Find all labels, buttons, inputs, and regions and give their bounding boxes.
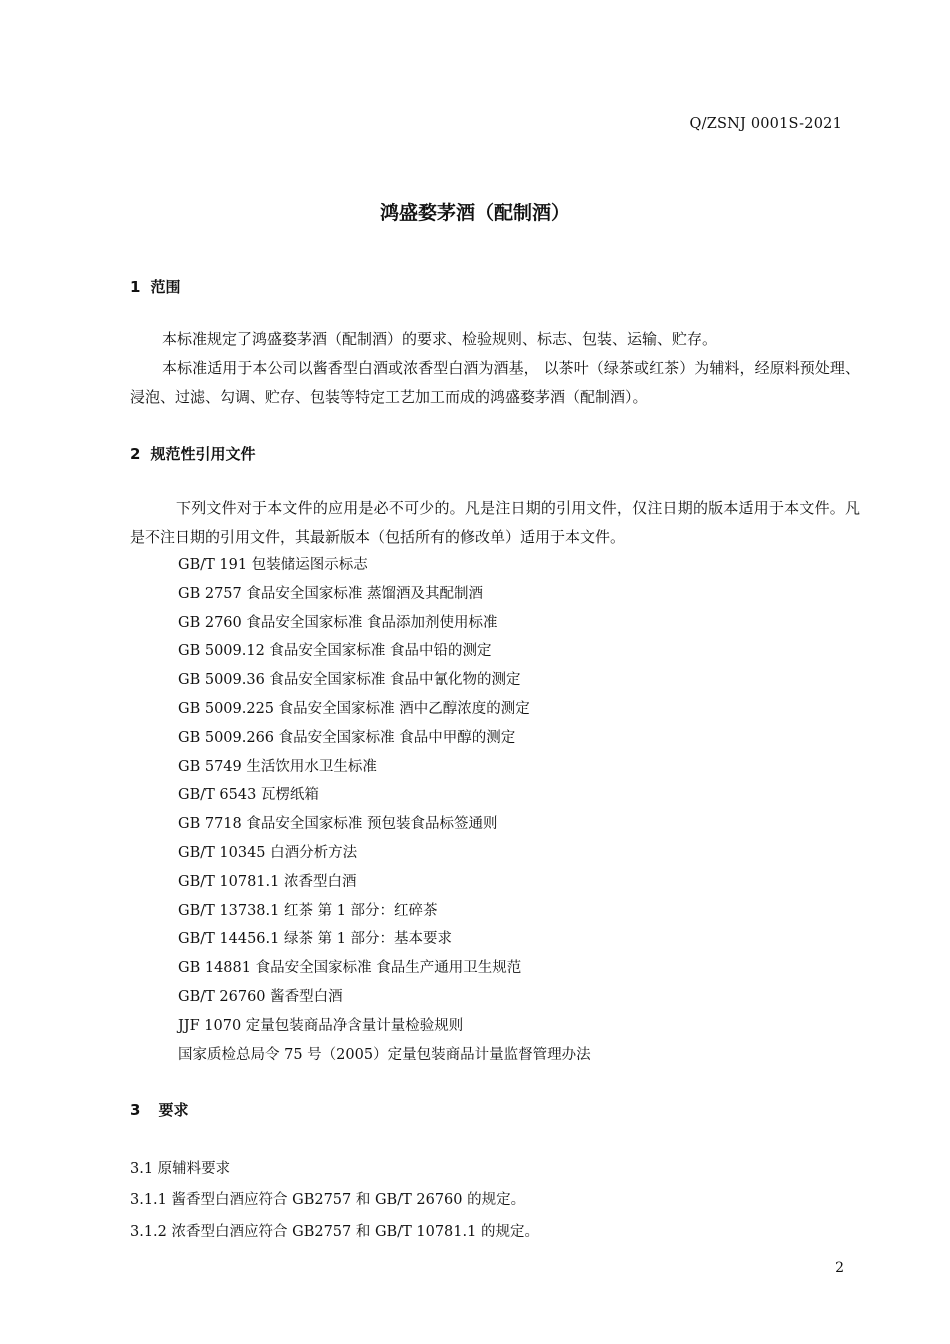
section-heading-requirements — [130, 1099, 188, 1120]
reference-item: GB/T 26760 酱香型白酒 — [178, 988, 343, 1005]
reference-item: GB 5009.266 食品安全国家标准 食品中甲醇的测定 — [178, 729, 516, 746]
page-number: 2 — [835, 1260, 844, 1276]
reference-item: GB 2757 食品安全国家标准 蒸馏酒及其配制酒 — [178, 585, 483, 602]
reference-item: GB/T 10345 白酒分析方法 — [178, 844, 358, 861]
reference-item: GB 5749 生活饮用水卫生标准 — [178, 758, 377, 775]
section-number: 2 — [130, 445, 141, 463]
section-number: 1 — [130, 278, 141, 296]
reference-item: GB/T 191 包装储运图示标志 — [178, 557, 368, 573]
document-title: 鸿盛婺茅酒（配制酒） — [379, 202, 570, 224]
reference-item: GB/T 10781.1 浓香型白酒 — [178, 873, 357, 890]
reference-item: GB/T 13738.1 红茶 第 1 部分：红碎茶 — [178, 902, 438, 919]
section-title: 要求 — [158, 1101, 189, 1119]
section-title: 范围 — [150, 278, 181, 296]
reference-item: GB/T 14456.1 绿茶 第 1 部分：基本要求 — [178, 931, 453, 948]
reference-list — [178, 551, 591, 1069]
scope-paragraph: 本标准规定了鸿盛婺茅酒（配制酒）的要求、检验规则、标志、包装、运输、贮存。 — [162, 330, 718, 348]
reference-item: GB/T 6543 瓦楞纸箱 — [178, 787, 319, 804]
section-heading-references — [130, 443, 255, 464]
requirement-subheading: 3.1 原辅料要求 — [130, 1161, 231, 1177]
section-number: 3 — [130, 1101, 141, 1119]
section-title: 规范性引用文件 — [150, 445, 256, 463]
reference-item: JJF 1070 定量包装商品净含量计量检验规则 — [178, 1017, 464, 1034]
reference-item: GB 7718 食品安全国家标准 预包装食品标签通则 — [178, 816, 498, 833]
reference-item: GB 5009.12 食品安全国家标准 食品中铅的测定 — [178, 643, 492, 660]
references-intro: 下列文件对于本文件的应用是必不可少的。凡是注日期的引用文件，仅注日期的版本适用于本文件。凡是不注日期的引用文件，其最新版本（包括所有的修改单）适用于本文件。 — [130, 499, 860, 546]
requirement-clause: 3.1.2 浓香型白酒应符合 GB2757 和 GB/T 10781.1 的规定。 — [130, 1224, 539, 1240]
requirement-clause: 3.1.1 酱香型白酒应符合 GB2757 和 GB/T 26760 的规定。 — [130, 1192, 526, 1208]
section-heading-scope — [130, 276, 180, 297]
scope-paragraph: 本标准适用于本公司以酱香型白酒或浓香型白酒为酒基， 以茶叶（绿茶或红茶）为辅料，经原料预处理、浸泡、过滤、勾调、贮存、包装等特定工艺加工而成的鸿盛婺茅酒（配制酒）。 — [130, 359, 860, 406]
reference-item: GB 5009.36 食品安全国家标准 食品中氰化物的测定 — [178, 672, 521, 689]
reference-item: GB 2760 食品安全国家标准 食品添加剂使用标准 — [178, 614, 498, 631]
standard-code: Q/ZSNJ 0001S-2021 — [689, 116, 842, 132]
reference-item: 国家质检总局令 75 号（2005）定量包装商品计量监督管理办法 — [178, 1046, 591, 1063]
reference-item: GB 5009.225 食品安全国家标准 酒中乙醇浓度的测定 — [178, 700, 530, 717]
reference-item: GB 14881 食品安全国家标准 食品生产通用卫生规范 — [178, 960, 522, 977]
